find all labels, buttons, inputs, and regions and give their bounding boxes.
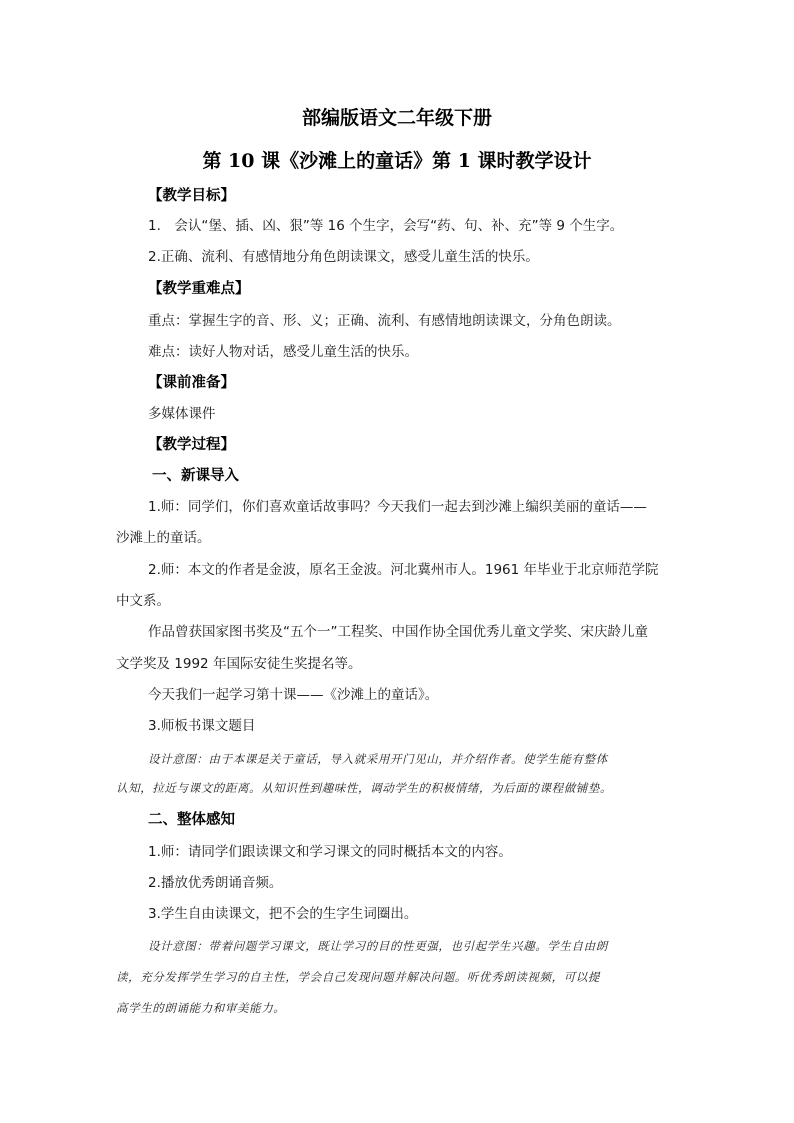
- part2-note-line2: 读，充分发挥学生学习的自主性，学会自己发现问题并解决问题。听优秀朗读视频，可以提: [116, 970, 600, 984]
- part1-p5: 3.师板书课文题目: [148, 718, 256, 734]
- part1-p3-line2: 文学奖及 1992 年国际安徒生奖提名等。: [116, 656, 362, 672]
- part1-p2-line2: 中文系。: [116, 593, 170, 609]
- part2-p2: 2.播放优秀朗诵音频。: [148, 875, 283, 891]
- document-title: 部编版语文二年级下册: [301, 107, 492, 129]
- key-points-heading: 【教学重难点】: [148, 281, 250, 297]
- key-points-difficulty: 难点：读好人物对话，感受儿童生活的快乐。: [148, 344, 418, 360]
- key-points-focus: 重点：掌握生字的音、形、义；正确、流利、有感情地朗读课文，分角色朗读。: [148, 313, 621, 329]
- part2-note-line3: 高学生的朗诵能力和审美能力。: [116, 1001, 286, 1015]
- part1-heading: 一、新课导入: [152, 468, 239, 484]
- part1-p4: 今天我们一起学习第十课——《沙滩上的童话》。: [148, 687, 439, 703]
- part1-note-line1: 设计意图：由于本课是关于童话，导入就采用开门见山，并介绍作者。使学生能有整体: [148, 752, 608, 766]
- part2-heading: 二、整体感知: [148, 812, 235, 828]
- document-subtitle: 第 10 课《沙滩上的童话》第 1 课时教学设计: [202, 150, 592, 172]
- part2-note-line1: 设计意图：带着问题学习课文，既让学习的目的性更强，也引起学生兴趣。学生自由朗: [148, 939, 608, 953]
- prep-heading: 【课前准备】: [148, 375, 235, 391]
- part1-note-line2: 认知，拉近与课文的距离。从知识性到趣味性，调动学生的积极情绪，为后面的课程做铺垫。: [116, 781, 613, 795]
- part1-p1-line1: 1.师：同学们，你们喜欢童话故事吗？今天我们一起去到沙滩上编织美丽的童话——: [148, 499, 647, 515]
- part2-p1: 1.师：请同学们跟读课文和学习课文的同时概括本文的内容。: [148, 844, 512, 860]
- objectives-heading: 【教学目标】: [148, 188, 235, 204]
- process-heading: 【教学过程】: [148, 437, 235, 453]
- part2-p3: 3.学生自由读课文，把不会的生字生词圈出。: [148, 906, 418, 922]
- objective-item-1: 1. 会认“堡、插、凶、狠”等 16 个生字，会写“药、句、补、充”等 9 个生字。: [148, 218, 624, 234]
- prep-content: 多媒体课件: [148, 406, 216, 422]
- objective-item-2: 2.正确、流利、有感情地分角色朗读课文，感受儿童生活的快乐。: [148, 249, 539, 265]
- part1-p2-line1: 2.师：本文的作者是金波，原名王金波。河北冀州市人。1961 年毕业于北京师范学院: [148, 562, 659, 578]
- part1-p3-line1: 作品曾获国家图书奖及“五个一”工程奖、中国作协全国优秀儿童文学奖、宋庆龄儿童: [148, 624, 648, 640]
- part1-p1-line2: 沙滩上的童话。: [116, 530, 211, 546]
